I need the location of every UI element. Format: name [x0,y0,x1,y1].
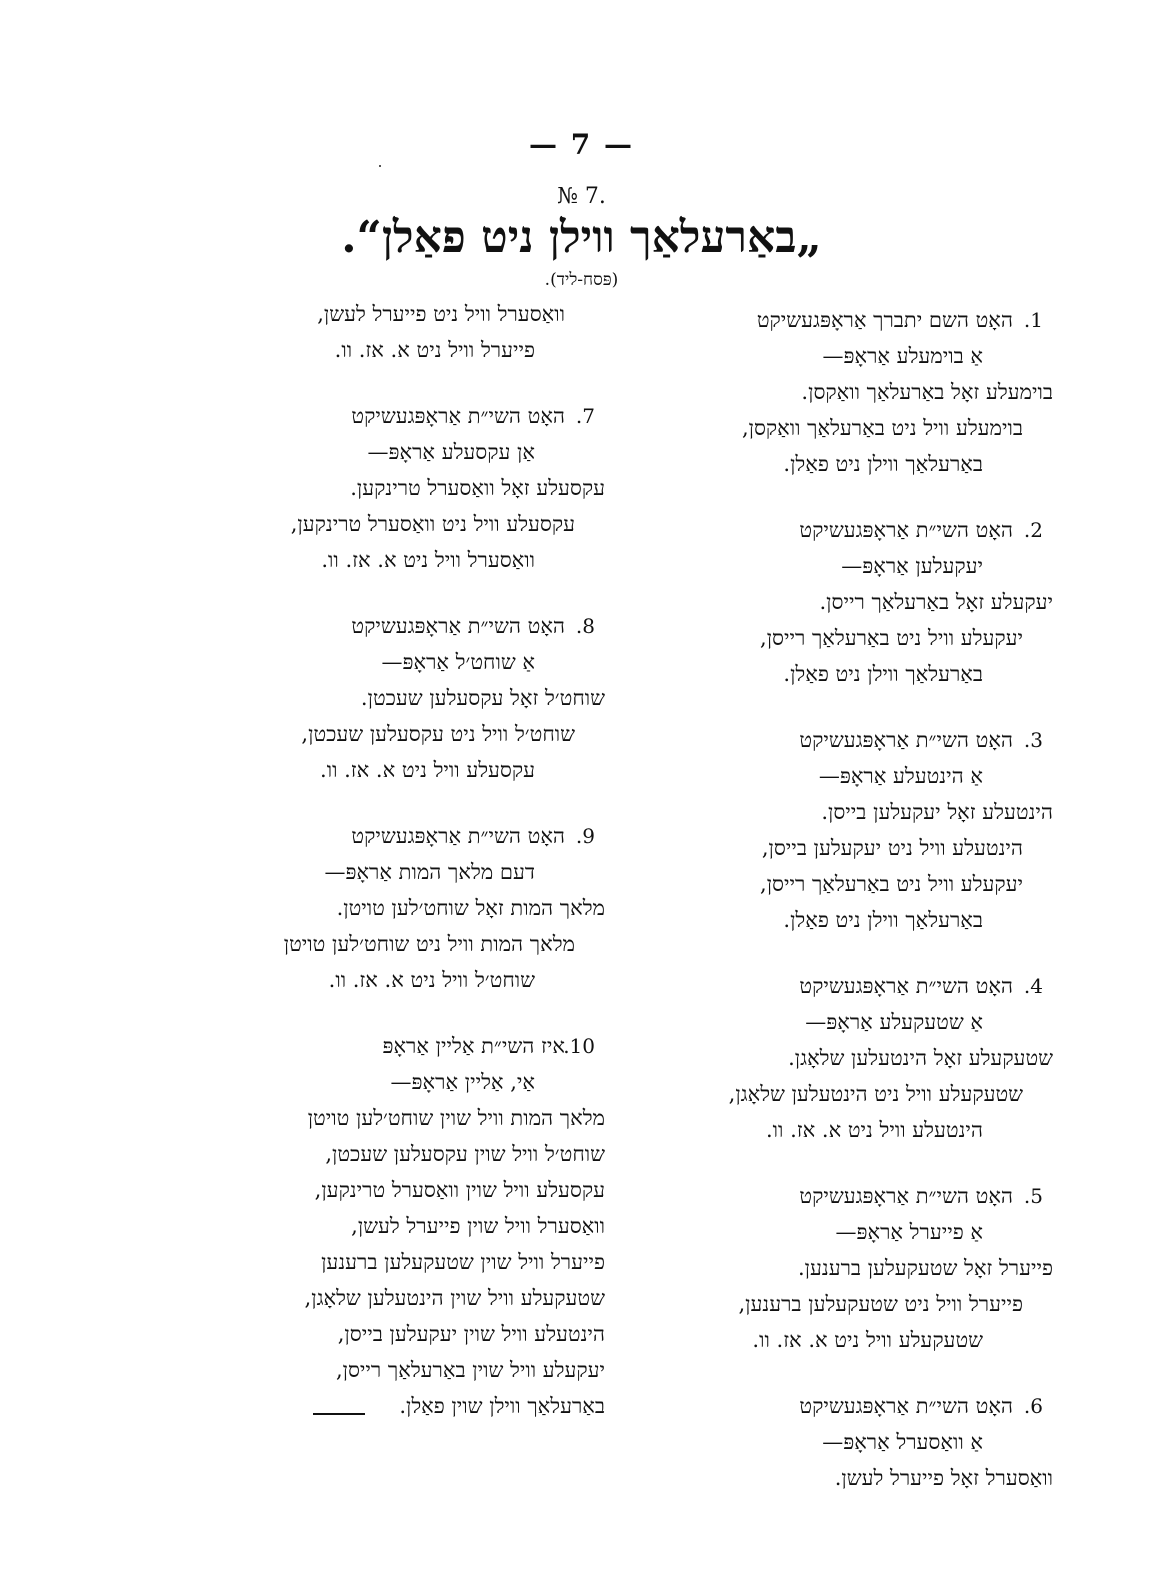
stanza-line: אַ הינטעלע אַראָפּ— [818,764,983,788]
stanza-line: פייערל וויל שוין שטעקעלען ברענען [321,1250,605,1274]
stanza-line: שטעקעלע וויל ניט הינטעלען שלאָגן, [728,1082,1023,1106]
stanza-line: אַ פייערל אַראָפּ— [835,1220,983,1244]
stanza-line: יעקעלע וויל ניט באַרעלאַך רייסן, [760,872,1023,896]
stanza-line: איז השי״ת אַליין אַראָפּ [382,1034,565,1058]
stanza-10 [125,1028,605,1424]
stanza-line: בוימעלע זאָל באַרעלאַך וואַקסן. [801,380,1053,404]
stanza-line: הינטעלע וויל שוין יעקעלען בייסן, [337,1322,605,1346]
stanza-line: מלאך המות וויל ניט שוחט׳לען טויטן [283,932,575,956]
stanza-line: עקסעלע וויל ניט וואַסערל טרינקען, [290,512,575,536]
song-title: „באַרעלאַך ווילן ניט פאַלן“. [341,212,822,263]
stanza-5 [583,1178,1053,1358]
stanza-number: .6 [1023,1394,1043,1418]
stanza-number: .8 [575,614,595,638]
stanza-line: אַ שטעקעלע אַראָפּ— [805,1010,983,1034]
stanza-number: .10 [563,1034,595,1058]
stanza-line: שטעקעלע וויל ניט א. אז. וו. [752,1328,983,1352]
stanza-line: וואַסערל וויל שוין פייערל לעשן, [351,1214,605,1238]
stanza-8 [125,608,605,788]
stanza-line: יעקעלע וויל ניט באַרעלאַך רייסן, [760,626,1023,650]
stanza-2 [583,512,1053,692]
stanza-line: יעקעלע וויל שוין באַרעלאַך רייסן, [335,1358,605,1382]
stanza-line: שוחט׳ל זאָל עקסעלען שעכטן. [360,686,605,710]
stanza-line: מלאך המות זאָל שוחט׳לען טויטן. [336,896,605,920]
speck [379,165,381,167]
stanza-line: שטעקעלע זאָל הינטעלען שלאָגן. [788,1046,1053,1070]
stanza-line: הינטעלע וויל ניט א. אז. וו. [766,1118,983,1142]
stanza-line: דעם מלאך המות אַראָפּ— [324,860,535,884]
stanza-line: שוחט׳ל וויל שוין עקסעלען שעכטן, [325,1142,605,1166]
stanza-line: שוחט׳ל וויל ניט עקסעלען שעכטן, [301,722,575,746]
stanza-6 [583,1388,1053,1496]
stanza-line: וואַסערל וויל ניט א. אז. וו. [321,548,535,572]
stanza-line: האָט השי״ת אַראָפּגעשיקט [799,728,1013,752]
stanza-line: האָט השי״ת אַראָפּגעשיקט [351,614,565,638]
stanza-number: .3 [1023,728,1043,752]
stanza-line: הינטעלע זאָל יעקעלען בייסן. [821,800,1053,824]
stanza-1 [583,302,1053,482]
stanza-line: הינטעלע וויל ניט יעקעלען בייסן, [761,836,1023,860]
stanza-number: .7 [575,404,595,428]
stanza-number: .1 [1023,308,1043,332]
stanza-line: עקסעלע זאָל וואַסערל טרינקען. [350,476,605,500]
stanza-6-continued [125,296,565,368]
stanza-9 [125,818,605,998]
stanza-line: אַ וואַסערל אַראָפּ— [822,1430,983,1454]
stanza-line: וואַסערל וויל ניט פייערל לעשן, [317,302,565,326]
stanza-line: יעקעלע זאָל באַרעלאַך רייסן. [819,590,1053,614]
stanza-line: אַ בוימעלע אַראָפּ— [822,344,983,368]
stanza-4 [583,968,1053,1148]
stanza-number: .4 [1023,974,1043,998]
stanza-line: באַרעלאַך ווילן ניט פאַלן. [783,662,983,686]
stanza-line: האָט השי״ת אַראָפּגעשיקט [351,824,565,848]
stanza-line: אַי, אַליין אַראָפּ— [390,1070,535,1094]
stanza-line: האָט השי״ת אַראָפּגעשיקט [799,1184,1013,1208]
stanza-line: וואַסערל זאָל פייערל לעשן. [834,1466,1053,1490]
stanza-7 [125,398,605,578]
stanza-line: האָט השם יתברך אַראָפּגעשיקט [756,308,1013,332]
stanza-line: האָט השי״ת אַראָפּגעשיקט [351,404,565,428]
stanza-line: שוחט׳ל וויל ניט א. אז. וו. [328,968,535,992]
end-rule [313,1413,365,1415]
stanza-line: האָט השי״ת אַראָפּגעשיקט [799,1394,1013,1418]
stanza-line: אַן עקסעלע אַראָפּ— [367,440,535,464]
song-subtitle: (פּסח-ליד). [544,270,619,290]
stanza-line: בוימעלע וויל ניט באַרעלאַך וואַקסן, [741,416,1023,440]
song-number: № 7. [557,184,606,209]
stanza-number: .5 [1023,1184,1043,1208]
stanza-line: באַרעלאַך ווילן ניט פאַלן. [783,452,983,476]
page-number: — 7 — [529,128,634,161]
right-column [583,302,1053,1526]
stanza-line: פייערל זאָל שטעקעלען ברענען. [797,1256,1053,1280]
stanza-line: שטעקעלע וויל שוין הינטעלען שלאָגן, [304,1286,605,1310]
stanza-line: פייערל וויל ניט שטעקעלען ברענען, [738,1292,1023,1316]
stanza-line: האָט השי״ת אַראָפּגעשיקט [799,974,1013,998]
stanza-line: יעקעלען אַראָפּ— [841,554,983,578]
stanza-line: עקסעלע וויל שוין וואַסערל טרינקען, [314,1178,605,1202]
left-column [125,296,605,1454]
stanza-line: באַרעלאַך ווילן שוין פאַלן. [399,1394,605,1418]
stanza-number: .2 [1023,518,1043,542]
stanza-line: האָט השי״ת אַראָפּגעשיקט [799,518,1013,542]
stanza-line: מלאך המות וויל שוין שוחט׳לען טויטן [307,1106,605,1130]
stanza-line: פייערל וויל ניט א. אז. וו. [334,338,535,362]
stanza-number: .9 [575,824,595,848]
stanza-3 [583,722,1053,938]
stanza-line: באַרעלאַך ווילן ניט פאַלן. [783,908,983,932]
stanza-line: אַ שוחט׳ל אַראָפּ— [381,650,535,674]
stanza-line: עקסעלע וויל ניט א. אז. וו. [320,758,535,782]
